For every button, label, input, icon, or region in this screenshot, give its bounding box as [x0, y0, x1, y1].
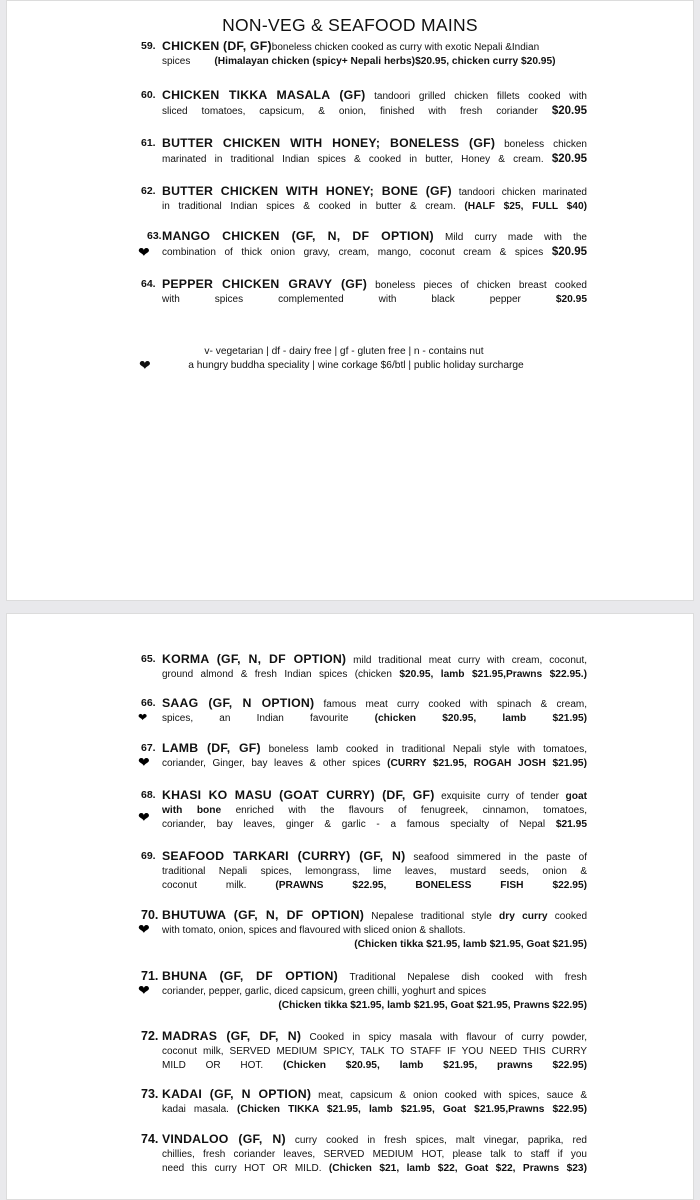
menu-item-62 [141, 184, 587, 214]
item-number: 66. [141, 697, 156, 709]
item-description: kadai masala. [162, 1104, 229, 1115]
item-description: spices, an Indian favourite [162, 713, 349, 724]
item-description: spices [162, 56, 191, 67]
heart-icon: ❤ [138, 244, 150, 260]
item-highlight: dry curry [499, 911, 548, 922]
item-number: 67. [141, 742, 156, 754]
item-price: (PRAWNS $22.95, BONELESS FISH $22.95) [275, 880, 588, 891]
item-notice: SERVED MEDIUM HOT, please talk to staff if you [323, 1149, 587, 1160]
item-name: BHUNA (GF, DF OPTION) [162, 969, 338, 983]
item-price: (CURRY $21.95, ROGAH JOSH $21.95) [387, 758, 587, 769]
section-title: NON-VEG & SEAFOOD MAINS [222, 15, 478, 35]
menu-item-71 [138, 969, 587, 1013]
item-name: SAAG (GF, N OPTION) [162, 696, 315, 710]
item-description: tandoori grilled chicken fillets cooked with [374, 91, 587, 102]
menu-item-63 [138, 229, 587, 260]
item-number: 69. [141, 850, 156, 862]
item-description: marinated in traditional Indian spices & cooked in butter, Honey & cream. [162, 154, 544, 165]
item-description: seafood simmered in the paste of [413, 852, 588, 863]
item-price: $20.95 [555, 294, 587, 305]
item-price: (Chicken tikka $21.95, lamb $21.95, Goat $21.95, Prawns $22.95) [278, 1000, 587, 1011]
item-price: (Chicken $20.95, lamb $21.95, prawns $22.95) [282, 1060, 587, 1071]
item-price: $20.95 [551, 153, 587, 165]
item-number: 59. [141, 40, 156, 52]
item-notice: need this curry HOT OR MILD. [162, 1163, 322, 1174]
heart-icon: ❤ [138, 809, 150, 825]
item-number: 72. [141, 1029, 159, 1043]
item-number: 68. [141, 789, 156, 801]
item-price: $20.95, chicken curry $20.95) [415, 56, 556, 67]
menu-item-68 [138, 788, 588, 832]
item-description: mild traditional meat curry with cream, coconut, [353, 655, 588, 666]
item-notice: SERVED MEDIUM SPICY, TALK TO STAFF IF YOU NEED THIS CURRY [229, 1046, 587, 1057]
menu-item-67 [138, 741, 587, 771]
item-description: ground almond & fresh Indian spices (chicken [162, 669, 392, 680]
legend-speciality: a hungry buddha speciality | wine corkage $6/btl | public holiday surcharge [188, 360, 524, 371]
item-description: famous meat curry cooked with spinach & cream, [323, 699, 587, 710]
item-description: tandoori chicken marinated [458, 187, 587, 198]
item-number: 70. [141, 908, 159, 922]
item-description: coconut milk. [162, 880, 247, 891]
item-number: 71. [141, 969, 159, 983]
menu-item-60 [141, 88, 587, 119]
item-price: (chicken $20.95, lamb $21.95) [374, 713, 587, 724]
item-description: Nepalese traditional style [371, 911, 492, 922]
item-name: SEAFOOD TARKARI (CURRY) (GF, N) [162, 849, 406, 863]
heart-icon: ❤ [138, 712, 148, 724]
legend-dietary: v- vegetarian | df - dairy free | gf - gluten free | n - contains nut [204, 346, 484, 357]
item-description: curry cooked in fresh spices, malt vinegar, paprika, red [294, 1135, 587, 1146]
item-description: sliced tomatoes, capsicum, & onion, finished with fresh coriander [162, 106, 538, 117]
item-price: (HALF $25, FULL $40) [464, 201, 587, 212]
item-description: combination of thick onion gravy, cream, mango, coconut cream & spices [162, 247, 544, 258]
item-price: $20.95 [551, 105, 587, 117]
item-description: Traditional Nepalese dish cooked with fresh [349, 972, 587, 983]
item-notice: MILD OR HOT. [162, 1060, 264, 1071]
item-description: coconut milk, [162, 1046, 224, 1057]
item-name: KORMA (GF, N, DF OPTION) [162, 652, 347, 666]
item-price: (Himalayan chicken (spicy+ Nepali herbs) [214, 56, 416, 67]
menu-item-66 [138, 696, 587, 726]
menu-page-1 [6, 0, 694, 601]
menu-item-61 [141, 136, 587, 167]
item-description: in traditional Indian spices & cooked in butter & cream. [162, 201, 456, 212]
item-number: 60. [141, 89, 156, 101]
item-price: $21.95 [555, 819, 587, 830]
menu-item-74 [141, 1132, 587, 1176]
menu-item-72 [141, 1029, 587, 1073]
item-name: LAMB (DF, GF) [162, 741, 261, 755]
item-name: VINDALOO (GF, N) [162, 1132, 286, 1146]
heart-icon: ❤ [138, 982, 150, 998]
item-number: 65. [141, 653, 156, 665]
item-name: MANGO CHICKEN (GF, N, DF OPTION) [162, 229, 434, 243]
item-number: 62. [141, 185, 156, 197]
item-name: PEPPER CHICKEN GRAVY (GF) [162, 277, 368, 291]
item-name: MADRAS (GF, DF, N) [162, 1029, 302, 1043]
item-description: boneless pieces of chicken breast cooked [375, 280, 587, 291]
item-price: (Chicken TIKKA $21.95, lamb $21.95, Goat $21.95,Prawns $22.95) [236, 1104, 588, 1115]
item-name: BHUTUWA (GF, N, DF OPTION) [162, 908, 365, 922]
item-price: (Chicken tikka $21.95, lamb $21.95, Goat $21.95) [354, 939, 587, 950]
item-price: $20.95 [551, 246, 587, 258]
menu-item-65 [141, 652, 587, 682]
item-highlight: goat [565, 791, 588, 802]
item-name: KHASI KO MASU (GOAT CURRY) (DF, GF) [162, 788, 435, 802]
item-description: boneless lamb cooked in traditional Nepali style with tomatoes, [268, 744, 587, 755]
menu-item-64 [141, 277, 587, 307]
item-description: boneless chicken cooked as curry with exotic Nepali &Indian [271, 42, 540, 53]
item-name: KADAI (GF, N OPTION) [162, 1087, 312, 1101]
item-description: enriched with the flavours of fenugreek, cinnamon, tomatoes, [235, 805, 588, 816]
item-number: 61. [141, 137, 156, 149]
item-number: 63. [147, 230, 162, 242]
item-description: with tomato, onion, spices and flavoured with sliced onion & shallots. [162, 925, 466, 936]
menu-page-2 [6, 613, 694, 1200]
item-price: $20.95, lamb $21.95,Prawns $22.95.) [399, 669, 587, 680]
item-description: cooked [554, 911, 588, 922]
menu-item-70 [138, 908, 588, 952]
menu-item-69 [141, 849, 587, 893]
item-number: 64. [141, 278, 156, 290]
menu-item-73 [141, 1087, 587, 1117]
item-description: coriander, bay leaves, ginger & garlic - a famous specialty of Nepal [162, 819, 546, 830]
item-description: boneless chicken [504, 139, 587, 150]
item-name: BUTTER CHICKEN WITH HONEY; BONELESS (GF) [162, 136, 496, 150]
item-description: with spices complemented with black pepper [162, 294, 521, 305]
heart-icon: ❤ [138, 921, 150, 937]
heart-icon: ❤ [139, 357, 151, 373]
item-description: chillies, fresh coriander leaves, [162, 1149, 316, 1160]
item-price: (Chicken $21, lamb $22, Goat $22, Prawns $23) [328, 1163, 587, 1174]
item-description: exquisite curry of tender [441, 791, 559, 802]
item-name: CHICKEN (DF, GF) [162, 39, 272, 53]
item-description: Cooked in spicy masala with flavour of curry powder, [309, 1032, 588, 1043]
item-number: 73. [141, 1087, 159, 1101]
menu-item-59 [141, 39, 587, 69]
item-description: Mild curry made with the [445, 232, 587, 243]
item-name: CHICKEN TIKKA MASALA (GF) [162, 88, 366, 102]
item-name: BUTTER CHICKEN WITH HONEY; BONE (GF) [162, 184, 452, 198]
item-highlight: with bone [162, 805, 222, 816]
heart-icon: ❤ [138, 754, 150, 770]
item-description: traditional Nepali spices, lemongrass, lime leaves, mustard seeds, onion & [162, 866, 587, 877]
item-description: coriander, Ginger, bay leaves & other spices [162, 758, 381, 769]
item-number: 74. [141, 1132, 159, 1146]
item-description: coriander, pepper, garlic, diced capsicum, green chilli, yoghurt and spices [162, 986, 487, 997]
item-description: meat, capsicum & onion cooked with spices, sauce & [318, 1090, 587, 1101]
